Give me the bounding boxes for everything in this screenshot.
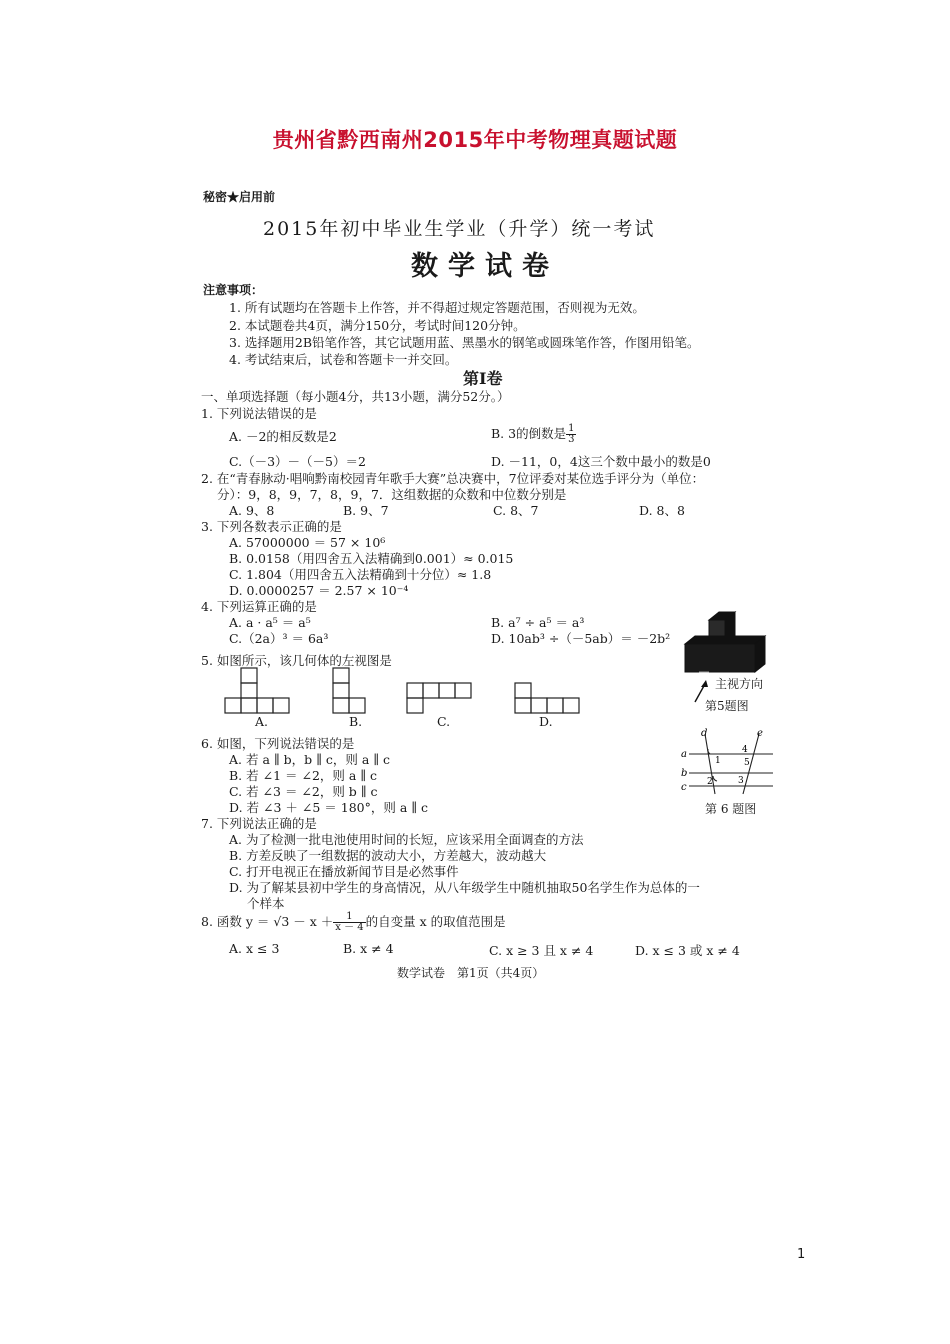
notice-item: 4. 考试结束后，试卷和答题卡一并交回。 <box>229 352 458 367</box>
option-d: D. x ≤ 3 或 x ≠ 4 <box>635 943 740 958</box>
angle-label: 1 <box>715 756 721 766</box>
secret-label: 秘密★启用前 <box>203 190 276 204</box>
option-d: D. 8、8 <box>639 503 685 518</box>
option-b: B. 3的倒数是 $\frac{1}{3}$ <box>491 423 575 445</box>
line-label: a <box>681 749 687 760</box>
option-a: A. 为了检测一批电池使用时间的长短，应该采用全面调查的方法 <box>229 832 584 847</box>
option-c-view <box>407 683 471 713</box>
option-c: C. 8、7 <box>493 503 539 518</box>
option-c: C. x ≥ 3 且 x ≠ 4 <box>489 943 594 958</box>
option-d: D. 0.0000257 ＝ 2.57 × 10⁻⁴ <box>229 583 409 598</box>
option-b: B. x ≠ 4 <box>343 941 394 956</box>
option-d: D. 若 ∠3 ＋ ∠5 ＝ 180°，则 a ∥ c <box>229 800 428 815</box>
option-d-view <box>515 683 579 713</box>
notice-item: 1. 所有试题均在答题卡上作答，并不得超过规定答题范围，否则视为无效。 <box>229 300 645 315</box>
notice-item: 3. 选择题用2B铅笔作答，其它试题用蓝、黑墨水的钢笔或圆珠笔作答，作图用铅笔。 <box>229 335 700 350</box>
option-a: A. 9、8 <box>229 503 275 518</box>
line-label: b <box>681 768 688 779</box>
question-stem: 1. 下列说法错误的是 <box>201 406 317 421</box>
line-label: c <box>681 782 687 793</box>
q6-parallel-lines-figure <box>679 728 779 800</box>
exam-subject: 数学试卷 <box>411 251 559 282</box>
option-b: B. 0.0158（用四舍五入法精确到0.001）≈ 0.015 <box>229 551 514 566</box>
question-stem: 3. 下列各数表示正确的是 <box>201 519 342 534</box>
question-stem: 6. 如图，下列说法错误的是 <box>201 736 355 751</box>
notice-heading: 注意事项： <box>203 283 264 297</box>
option-c: C.（－3）－（－5）＝2 <box>229 454 366 469</box>
option-b: B. 方差反映了一组数据的波动大小，方差越大，波动越大 <box>229 848 547 863</box>
option-d-line2: 个样本 <box>247 896 285 911</box>
option-b: B. a⁷ ÷ a⁵ ＝ a³ <box>491 615 585 630</box>
section-heading: 一、单项选择题（每小题4分，共13小题，满分52分。） <box>201 389 510 404</box>
option-a: A. －2的相反数是2 <box>229 429 337 444</box>
option-c: C. 1.804（用四舍五入法精确到十分位）≈ 1.8 <box>229 567 492 582</box>
line-label: d <box>701 728 708 739</box>
option-a: A. a · a⁵ ＝ a⁵ <box>229 615 311 630</box>
question-stem: 2. 在“青春脉动·唱响黔南校园青年歌手大赛”总决赛中，7位评委对某位选手评分为（单位： <box>201 471 705 486</box>
angle-label: 5 <box>744 758 750 768</box>
line-label: e <box>757 728 763 739</box>
option-a: A. 若 a ∥ b，b ∥ c，则 a ∥ c <box>229 752 390 767</box>
exam-heading: 2015年初中毕业生学业（升学）统一考试 <box>263 218 656 240</box>
option-label-b: B. <box>349 714 363 729</box>
view-direction-label: 主视方向 <box>715 677 764 691</box>
figure-caption: 第5题图 <box>705 699 749 713</box>
option-b-view <box>333 668 365 713</box>
option-b: B. 若 ∠1 ＝ ∠2，则 a ∥ c <box>229 768 378 783</box>
question-stem: 4. 下列运算正确的是 <box>201 599 317 614</box>
document-title: 贵州省黔西南州2015年中考物理真题试题 <box>272 128 678 152</box>
option-d: D. 为了解某县初中学生的身高情况，从八年级学生中随机抽取50名学生作为总体的一 <box>229 880 700 895</box>
option-a: A. 57000000 ＝ 57 × 10⁶ <box>229 535 386 550</box>
exam-footer: 数学试卷 第1页（共4页） <box>397 966 545 980</box>
volume-title: 第Ⅰ卷 <box>463 369 503 388</box>
option-b: B. 9、7 <box>343 503 389 518</box>
notice-item: 2. 本试题卷共4页，满分150分，考试时间120分钟。 <box>229 318 526 333</box>
option-a: A. x ≤ 3 <box>229 941 280 956</box>
question-stem-line2: 分）：9，8，9，7，8，9，7．这组数据的众数和中位数分别是 <box>217 487 567 502</box>
question-stem: 7. 下列说法正确的是 <box>201 816 317 831</box>
option-label-d: D. <box>539 714 553 729</box>
question-stem: 8. 函数 y ＝ √3 － x ＋ $\frac{1}{x - 4}$ 的自变量 x 的取值范围是 <box>201 911 506 933</box>
option-c: C. 打开电视正在播放新闻节目是必然事件 <box>229 864 459 879</box>
option-label-a: A. <box>255 714 269 729</box>
option-a-view <box>225 668 289 713</box>
figure-caption: 第 6 题图 <box>705 802 757 816</box>
option-d: D. －11，0，4这三个数中最小的数是0 <box>491 454 711 469</box>
page-number: 1 <box>797 1247 806 1262</box>
option-c: C. 若 ∠3 ＝ ∠2，则 b ∥ c <box>229 784 378 799</box>
question-stem: 5. 如图所示，该几何体的左视图是 <box>201 653 392 668</box>
option-c: C.（2a）³ ＝ 6a³ <box>229 631 329 646</box>
angle-label: 2 <box>707 777 713 787</box>
angle-label: 3 <box>738 776 744 786</box>
scanned-exam-page <box>195 178 795 978</box>
angle-label: 4 <box>742 745 748 755</box>
option-label-c: C. <box>437 714 451 729</box>
option-d: D. 10ab³ ÷（－5ab）＝ －2b² <box>491 631 671 646</box>
